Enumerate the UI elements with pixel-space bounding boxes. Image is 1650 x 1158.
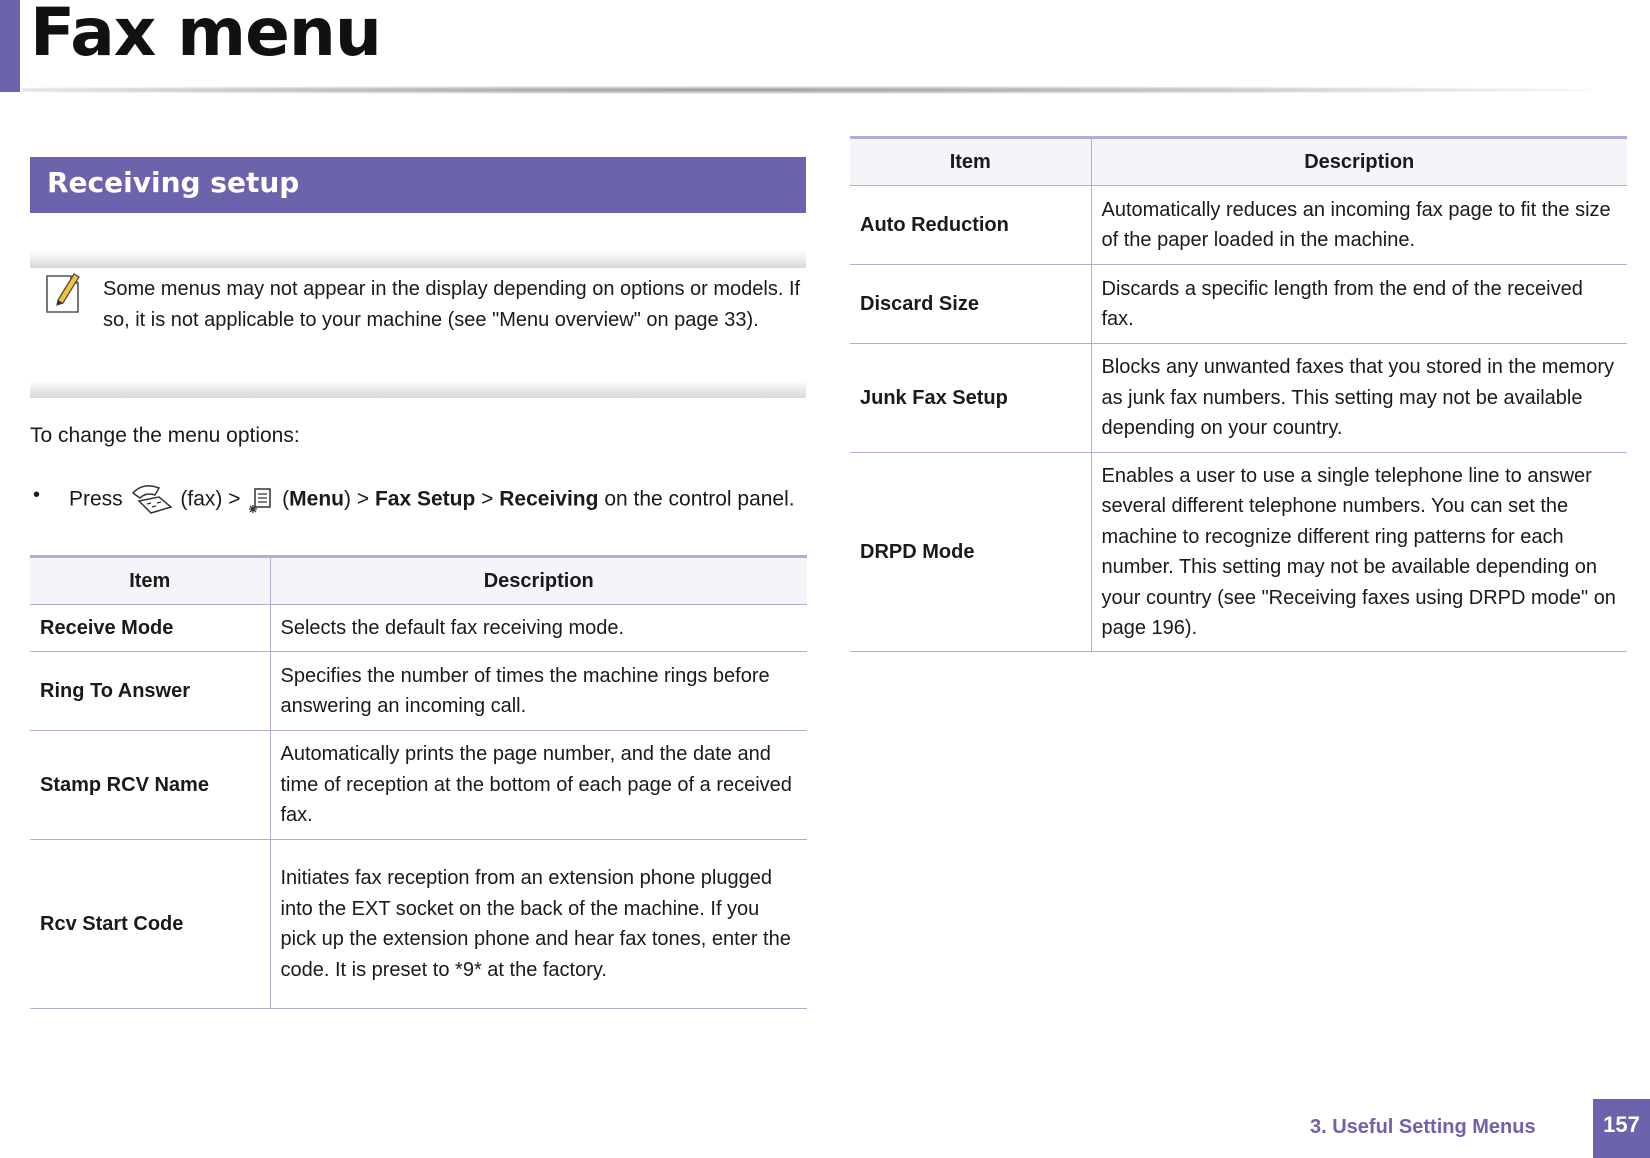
title-accent-bar bbox=[0, 0, 20, 92]
row-description: Automatically reduces an incoming fax page to fit the size of the paper loaded in the machine. bbox=[1091, 186, 1627, 265]
step-menu-open: ( bbox=[282, 487, 290, 511]
row-item: Junk Fax Setup bbox=[850, 344, 1091, 453]
step-fax-label: (fax) > bbox=[180, 487, 241, 511]
table-row bbox=[850, 186, 1627, 265]
step-suffix: on the control panel. bbox=[604, 487, 795, 511]
column-header-description: Description bbox=[1091, 138, 1627, 186]
row-description: Enables a user to use a single telephone line to answer several different telephone numbers. You can set the machine to recognize different ring patterns for each number. This setting may not be available depending on your country (see "Receiving faxes using DRPD mode" on page 196). bbox=[1091, 453, 1627, 652]
row-item: Ring To Answer bbox=[30, 652, 270, 731]
step-menu: Menu bbox=[289, 487, 344, 511]
table-row bbox=[30, 652, 807, 731]
note-text: Some menus may not appear in the display depending on options or models. If so, it is not applicable to your machine (see "Menu overview" on page 33). bbox=[103, 278, 801, 331]
row-item: Receive Mode bbox=[30, 605, 270, 652]
receiving-settings-table-left bbox=[30, 555, 807, 1009]
row-description: Initiates fax reception from an extension phone plugged into the EXT socket on the back of the machine. If you pick up the extension phone and hear fax tones, enter the code. It is preset to *9* at the factory. bbox=[270, 840, 807, 1009]
row-item: Auto Reduction bbox=[850, 186, 1091, 265]
page-title: Fax menu bbox=[30, 0, 381, 71]
row-description: Blocks any unwanted faxes that you stored in the memory as junk fax numbers. This setting may not be available depending on your country. bbox=[1091, 344, 1627, 453]
section-title: Receiving setup bbox=[47, 166, 300, 199]
bullet: • bbox=[33, 484, 41, 506]
step-press: Press bbox=[69, 487, 123, 511]
table-row bbox=[850, 265, 1627, 344]
intro-text: To change the menu options: bbox=[30, 424, 300, 447]
row-description: Discards a specific length from the end of the received fax. bbox=[1091, 265, 1627, 344]
row-item: Stamp RCV Name bbox=[30, 731, 270, 840]
step-receiving: Receiving bbox=[499, 487, 599, 511]
pencil-note-icon bbox=[44, 270, 82, 316]
step-menu-close: ) > bbox=[344, 487, 370, 511]
row-description: Selects the default fax receiving mode. bbox=[270, 605, 807, 652]
row-description: Automatically prints the page number, and the date and time of reception at the bottom of each page of a received fax. bbox=[270, 731, 807, 840]
fax-phone-icon bbox=[129, 483, 175, 517]
footer-chapter: 3. Useful Setting Menus bbox=[1310, 1116, 1536, 1138]
title-divider bbox=[22, 86, 1590, 94]
row-item: Rcv Start Code bbox=[30, 840, 270, 1009]
note-top-divider bbox=[30, 250, 806, 268]
row-item: DRPD Mode bbox=[850, 453, 1091, 652]
table-row bbox=[30, 731, 807, 840]
instruction-step bbox=[69, 483, 795, 517]
row-description: Specifies the number of times the machine rings before answering an incoming call. bbox=[270, 652, 807, 731]
table-row bbox=[30, 605, 807, 652]
step-fax-setup: Fax Setup bbox=[374, 487, 476, 511]
column-header-item: Item bbox=[30, 557, 270, 605]
receiving-settings-table-right bbox=[850, 136, 1627, 652]
menu-icon bbox=[246, 485, 276, 515]
table-header-row bbox=[30, 557, 807, 605]
column-header-description: Description bbox=[270, 557, 807, 605]
row-item: Discard Size bbox=[850, 265, 1091, 344]
page-number: 157 bbox=[1593, 1099, 1650, 1158]
table-row bbox=[30, 840, 807, 1009]
section-header bbox=[30, 157, 806, 213]
step-separator: > bbox=[481, 487, 494, 511]
column-header-item: Item bbox=[850, 138, 1091, 186]
table-header-row bbox=[850, 138, 1627, 186]
table-row bbox=[850, 344, 1627, 453]
table-row bbox=[850, 453, 1627, 652]
note-bottom-divider bbox=[30, 380, 806, 398]
